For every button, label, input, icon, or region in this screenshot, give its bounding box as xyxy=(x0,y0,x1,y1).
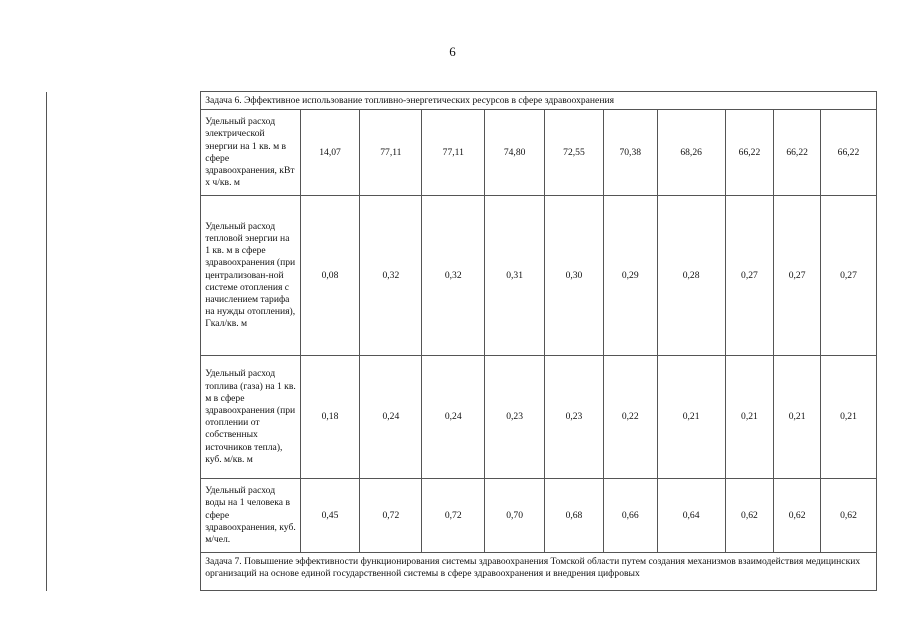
value-cell: 0,62 xyxy=(725,479,774,553)
value-cell: 0,21 xyxy=(725,356,774,479)
task6-row xyxy=(47,92,877,110)
value-cell: 68,26 xyxy=(657,110,725,196)
value-cell: 0,27 xyxy=(820,196,876,356)
value-cell: 0,23 xyxy=(545,356,604,479)
indicator-label: Удельный расход топлива (газа) на 1 кв. м в сфере здравоохранения (при отоплении от собственных источников тепла), куб. м/кв. м xyxy=(201,356,300,479)
table-row xyxy=(47,196,877,356)
value-cell: 0,22 xyxy=(603,356,657,479)
value-cell: 66,22 xyxy=(725,110,774,196)
value-cell: 0,28 xyxy=(657,196,725,356)
value-cell: 0,66 xyxy=(603,479,657,553)
value-cell: 0,62 xyxy=(820,479,876,553)
value-cell: 0,62 xyxy=(774,479,821,553)
value-cell: 0,24 xyxy=(360,356,422,479)
value-cell: 0,21 xyxy=(774,356,821,479)
value-cell: 14,07 xyxy=(300,110,360,196)
value-cell: 70,38 xyxy=(603,110,657,196)
value-cell: 77,11 xyxy=(360,110,422,196)
indicator-label: Удельный расход тепловой энергии на 1 кв. м в сфере здравоохранения (при централизован-ной системе отопления с начислением тарифа на нужды отопления), Гкал/кв. м xyxy=(201,196,300,356)
value-cell: 0,24 xyxy=(422,356,485,479)
value-cell: 0,72 xyxy=(360,479,422,553)
value-cell: 0,27 xyxy=(774,196,821,356)
value-cell: 77,11 xyxy=(422,110,485,196)
blank-cell xyxy=(47,553,201,591)
value-cell: 0,21 xyxy=(820,356,876,479)
value-cell: 0,68 xyxy=(545,479,604,553)
blank-cell xyxy=(47,356,201,479)
value-cell: 66,22 xyxy=(820,110,876,196)
indicator-label: Удельный расход электрической энергии на 1 кв. м в сфере здравоохранения, кВт х ч/кв. м xyxy=(201,110,300,196)
blank-cell xyxy=(47,196,201,356)
value-cell: 0,70 xyxy=(485,479,545,553)
value-cell: 0,32 xyxy=(360,196,422,356)
value-cell: 72,55 xyxy=(545,110,604,196)
value-cell: 0,30 xyxy=(545,196,604,356)
indicator-label: Удельный расход воды на 1 человека в сфере здравоохранения, куб. м/чел. xyxy=(201,479,300,553)
value-cell: 0,29 xyxy=(603,196,657,356)
value-cell: 0,72 xyxy=(422,479,485,553)
task7-row xyxy=(47,553,877,591)
value-cell: 66,22 xyxy=(774,110,821,196)
value-cell: 0,08 xyxy=(300,196,360,356)
task6-heading: Задача 6. Эффективное использование топливно-энергетических ресурсов в сфере здравоохранения xyxy=(201,92,877,110)
value-cell: 0,45 xyxy=(300,479,360,553)
table-row xyxy=(47,110,877,196)
page-number: 6 xyxy=(449,44,456,59)
indicators-table xyxy=(46,91,877,591)
blank-cell xyxy=(47,110,201,196)
value-cell: 0,64 xyxy=(657,479,725,553)
value-cell: 74,80 xyxy=(485,110,545,196)
table-row xyxy=(47,356,877,479)
blank-cell xyxy=(47,92,201,110)
value-cell: 0,18 xyxy=(300,356,360,479)
value-cell: 0,27 xyxy=(725,196,774,356)
value-cell: 0,31 xyxy=(485,196,545,356)
table-row xyxy=(47,479,877,553)
value-cell: 0,23 xyxy=(485,356,545,479)
value-cell: 0,32 xyxy=(422,196,485,356)
task7-heading: Задача 7. Повышение эффективности функционирования системы здравоохранения Томской области путем создания механизмов взаимодействия медицинских организаций на основе единой государственной системы в сфере здравоохранения и внедрения цифровых xyxy=(201,553,877,591)
value-cell: 0,21 xyxy=(657,356,725,479)
blank-cell xyxy=(47,479,201,553)
